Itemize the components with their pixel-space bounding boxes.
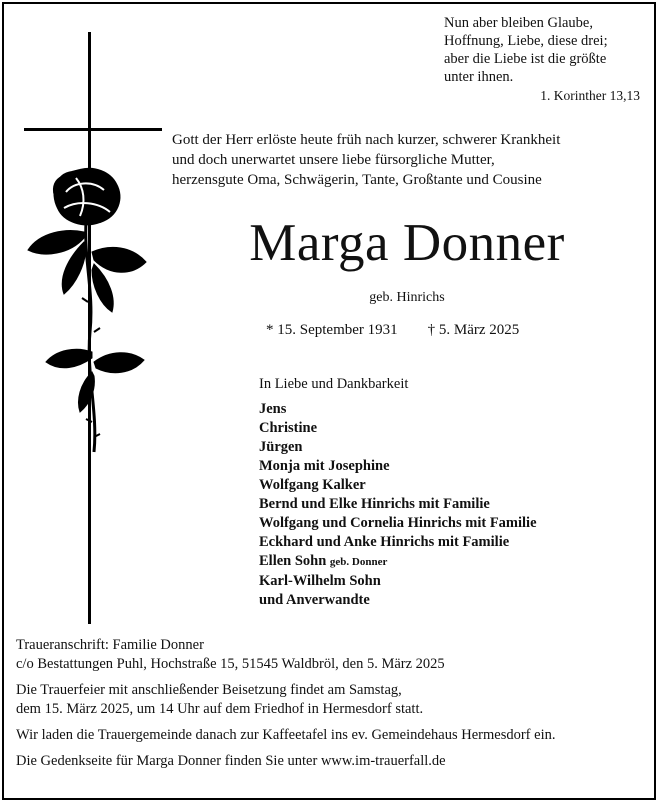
- intro-line: Gott der Herr erlöste heute früh nach kurzer, schwerer Krankheit: [172, 132, 561, 148]
- rose-icon: [28, 169, 146, 452]
- address-block: [16, 636, 646, 674]
- list-item: [259, 552, 537, 572]
- intro-line: und doch unerwartet unsere liebe fürsorgliche Mutter,: [172, 152, 495, 168]
- address-line: Traueranschrift: Familie Donner: [16, 637, 204, 653]
- memorial-page-note: Die Gedenkseite für Marga Donner finden Sie unter www.im-trauerfall.de: [16, 753, 446, 769]
- mourners-list: [259, 400, 537, 610]
- list-item: Jürgen: [259, 439, 303, 455]
- intro-line: herzensgute Oma, Schwägerin, Tante, Großtante und Cousine: [172, 172, 542, 188]
- verse-line: aber die Liebe ist die größte: [444, 51, 607, 67]
- ceremony-line: dem 15. März 2025, um 14 Uhr auf dem Friedhof in Hermesdorf statt.: [16, 701, 424, 717]
- bible-verse: [444, 14, 644, 105]
- list-item: Eckhard und Anke Hinrichs mit Familie: [259, 534, 510, 550]
- list-item: Jens: [259, 401, 287, 417]
- birth-name: geb. Hinrichs: [369, 290, 445, 305]
- verse-reference: 1. Korinther 13,13: [540, 88, 640, 103]
- cross-rose-artwork: [14, 32, 164, 632]
- ceremony-block: [16, 681, 646, 719]
- birth-date: * 15. September 1931: [266, 322, 398, 338]
- mourner-name: Ellen Sohn: [259, 553, 327, 569]
- list-item: Wolfgang Kalker: [259, 477, 366, 493]
- life-dates: [266, 322, 519, 339]
- mourners-intro: In Liebe und Dankbarkeit: [259, 376, 409, 392]
- footer-info: [16, 636, 646, 771]
- obituary-notice: [2, 2, 656, 800]
- deceased-name: Marga Donner: [249, 214, 565, 272]
- intro-text: [172, 130, 642, 190]
- ceremony-line: Die Trauerfeier mit anschließender Beisetzung findet am Samstag,: [16, 682, 402, 698]
- list-item: Christine: [259, 420, 317, 436]
- list-item: Bernd und Elke Hinrichs mit Familie: [259, 496, 490, 512]
- mourner-note: geb. Donner: [329, 556, 388, 568]
- address-line: c/o Bestattungen Puhl, Hochstraße 15, 51545 Waldbröl, den 5. März 2025: [16, 656, 445, 672]
- list-item: und Anverwandte: [259, 592, 370, 608]
- verse-line: Hoffnung, Liebe, diese drei;: [444, 33, 608, 49]
- death-date: † 5. März 2025: [427, 322, 520, 338]
- list-item: Wolfgang und Cornelia Hinrichs mit Familie: [259, 515, 537, 531]
- list-item: Karl-Wilhelm Sohn: [259, 573, 381, 589]
- cross-icon: [24, 32, 162, 624]
- list-item: Monja mit Josephine: [259, 458, 390, 474]
- verse-line: Nun aber bleiben Glaube,: [444, 15, 593, 31]
- coffee-invitation: Wir laden die Trauergemeinde danach zur Kaffeetafel ins ev. Gemeindehaus Hermesdorf ein.: [16, 727, 556, 743]
- verse-line: unter ihnen.: [444, 69, 514, 85]
